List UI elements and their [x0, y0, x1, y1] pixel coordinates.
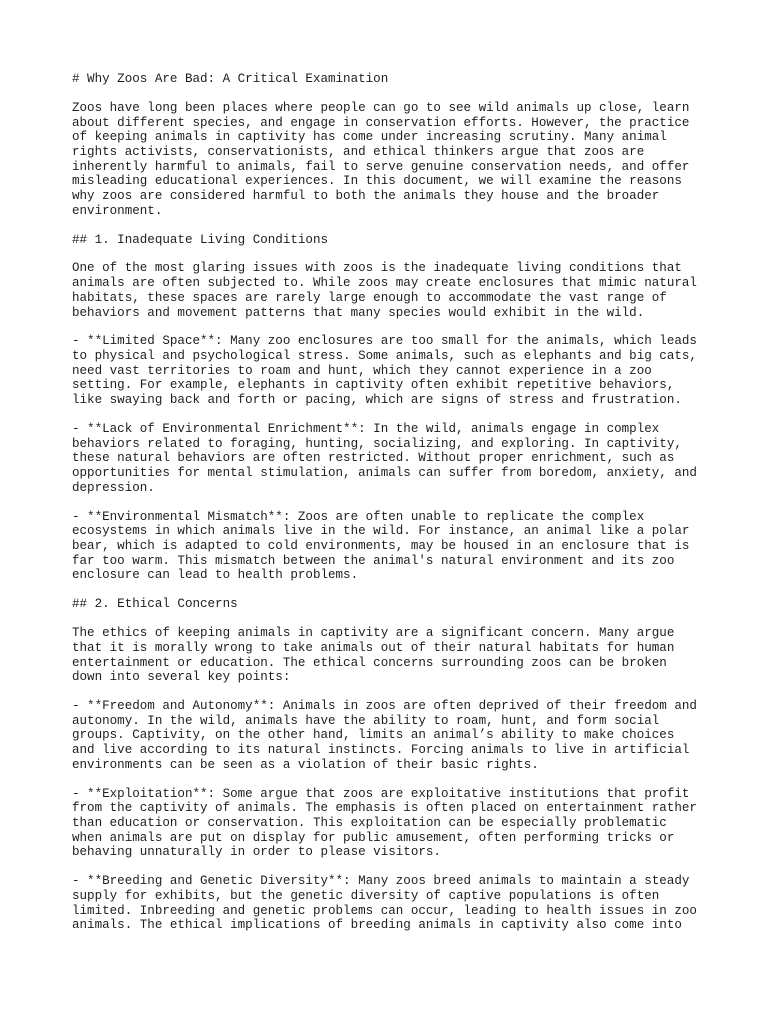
- text-line: environments can be seen as a violation of their basic rights.: [72, 757, 539, 772]
- text-line: enclosure can lead to health problems.: [72, 568, 359, 583]
- text-line: misleading educational experiences. In this document, we will examine the reasons: [72, 174, 682, 189]
- text-line: and live according to its natural instincts. Forcing animals to live in artificial: [72, 743, 690, 758]
- text-line: animals. The ethical implications of breeding animals in captivity also come into: [72, 918, 682, 933]
- text-line: One of the most glaring issues with zoos is the inadequate living conditions that: [72, 261, 682, 276]
- text-line: inherently harmful to animals, fail to serve genuine conservation needs, and offer: [72, 159, 690, 174]
- text-line: like swaying back and forth or pacing, which are signs of stress and frustration.: [72, 393, 682, 408]
- text-line: of keeping animals in captivity has come under increasing scrutiny. Many animal: [72, 130, 667, 145]
- document-title: [72, 72, 712, 87]
- text-line: setting. For example, elephants in captivity often exhibit repetitive behaviors,: [72, 378, 675, 393]
- text-line: - **Exploitation**: Some argue that zoos are exploitative institutions that profit: [72, 786, 690, 801]
- text-line: The ethics of keeping animals in captivity are a significant concern. Many argue: [72, 626, 675, 641]
- text-line: about different species, and engage in conservation efforts. However, the practice: [72, 115, 690, 130]
- text-line: from the captivity of animals. The emphasis is often placed on entertainment rather: [72, 801, 697, 816]
- text-line: behaviors related to foraging, hunting, socializing, and exploring. In captivity,: [72, 436, 682, 451]
- text-line: than education or conservation. This exploitation can be especially problematic: [72, 816, 667, 831]
- heading-line: ## 1. Inadequate Living Conditions: [72, 232, 328, 247]
- text-line: bear, which is adapted to cold environments, may be housed in an enclosure that is: [72, 539, 690, 553]
- text-line: behaving unnaturally in order to please visitors.: [72, 845, 441, 860]
- text-line: ecosystems in which animals live in the wild. For instance, an animal like a polar: [72, 524, 690, 539]
- text-line: - **Environmental Mismatch**: Zoos are often unable to replicate the complex: [72, 509, 645, 524]
- text-line: - **Limited Space**: Many zoo enclosures are too small for the animals, which leads: [72, 334, 697, 349]
- bullet-breeding-genetic-diversity: [72, 874, 712, 933]
- text-line: animals are often subjected to. While zoos may create enclosures that mimic natural: [72, 276, 697, 291]
- bullet-limited-space: [72, 334, 712, 407]
- text-line: limited. Inbreeding and genetic problems can occur, leading to health issues in zoo: [72, 903, 697, 918]
- text-line: - **Lack of Environmental Enrichment**: In the wild, animals engage in complex: [72, 422, 660, 436]
- bullet-freedom-autonomy: [72, 699, 712, 772]
- text-line: habitats, these spaces are rarely large enough to accommodate the vast range of: [72, 290, 667, 305]
- title-line: # Why Zoos Are Bad: A Critical Examination: [72, 72, 389, 86]
- intro-paragraph: [72, 101, 712, 219]
- text-line: - **Freedom and Autonomy**: Animals in zoos are often deprived of their freedom and: [72, 699, 697, 714]
- text-line: when animals are put on display for public amusement, often performing tricks or: [72, 830, 675, 845]
- text-line: depression.: [72, 480, 155, 495]
- section-1-heading: [72, 233, 712, 248]
- text-line: opportunities for mental stimulation, animals can suffer from boredom, anxiety, and: [72, 466, 697, 481]
- text-line: entertainment or education. The ethical concerns surrounding zoos can be broken: [72, 655, 667, 670]
- text-line: why zoos are considered harmful to both the animals they house and the broader: [72, 189, 660, 203]
- section-1-paragraph: [72, 261, 712, 320]
- text-line: need vast territories to roam and hunt, which they cannot experience in a zoo: [72, 363, 652, 378]
- text-line: groups. Captivity, on the other hand, limits an animal’s ability to make choices: [72, 728, 675, 743]
- text-line: supply for exhibits, but the genetic diversity of captive populations is often: [72, 889, 660, 903]
- section-2-heading: [72, 597, 712, 612]
- text-line: that it is morally wrong to take animals out of their natural habitats for human: [72, 640, 675, 655]
- text-line: to physical and psychological stress. Some animals, such as elephants and big cats,: [72, 349, 697, 364]
- document-body: [72, 72, 712, 947]
- bullet-environmental-mismatch: [72, 510, 712, 583]
- text-line: Zoos have long been places where people can go to see wild animals up close, learn: [72, 100, 690, 115]
- bullet-environmental-enrichment: [72, 422, 712, 495]
- section-2-paragraph: [72, 626, 712, 685]
- heading-line: ## 2. Ethical Concerns: [72, 597, 238, 612]
- text-line: far too warm. This mismatch between the animal's natural environment and its zoo: [72, 553, 675, 568]
- text-line: down into several key points:: [72, 670, 291, 685]
- text-line: autonomy. In the wild, animals have the ability to roam, hunt, and form social: [72, 713, 660, 728]
- text-line: - **Breeding and Genetic Diversity**: Many zoos breed animals to maintain a steady: [72, 874, 690, 889]
- text-line: behaviors and movement patterns that many species would exhibit in the wild.: [72, 305, 645, 320]
- text-line: these natural behaviors are often restricted. Without proper enrichment, such as: [72, 451, 675, 466]
- bullet-exploitation: [72, 787, 712, 860]
- text-line: rights activists, conservationists, and ethical thinkers argue that zoos are: [72, 144, 645, 159]
- text-line: environment.: [72, 203, 163, 218]
